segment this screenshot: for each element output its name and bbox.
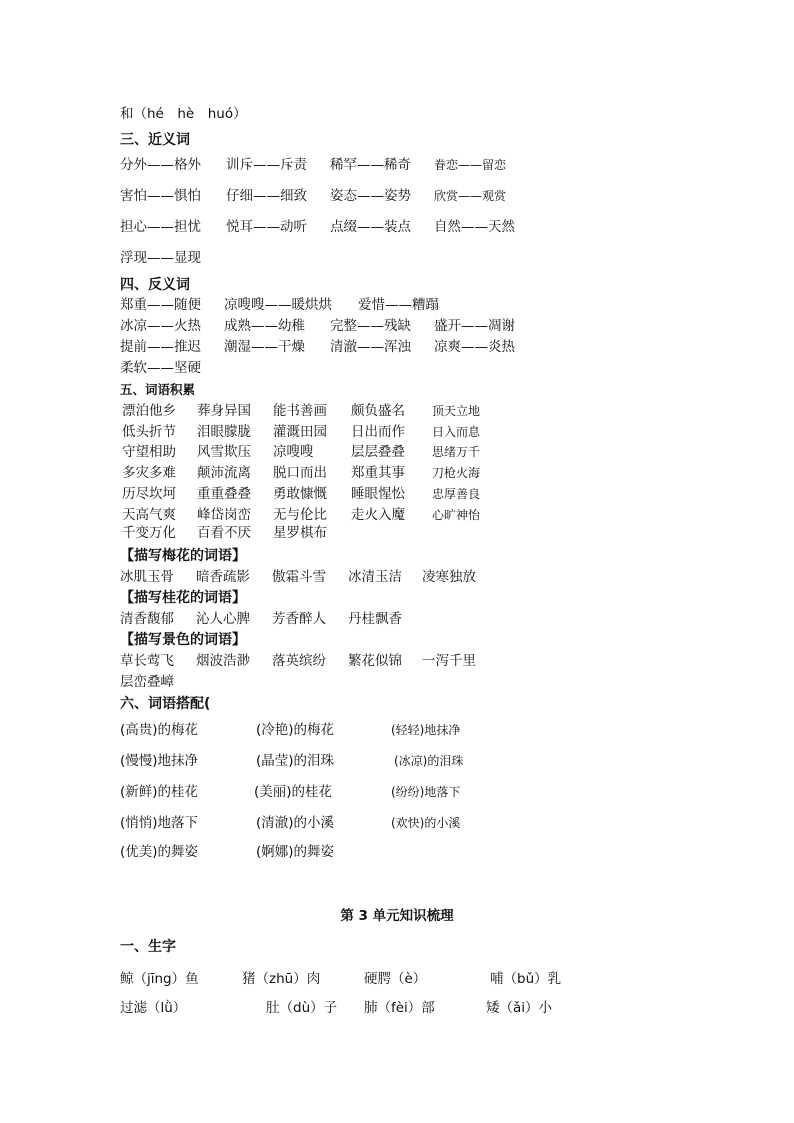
word-pair: 柔软——坚硬 <box>120 360 201 376</box>
word-pair: 姿态——姿势 <box>330 188 411 204</box>
idiom: 忠厚善良 <box>432 487 481 501</box>
collocation: (优美)的舞姿 <box>120 844 199 860</box>
character-pinyin: 矮（ǎi）小 <box>486 1000 553 1016</box>
idiom: 暗香疏影 <box>196 569 250 585</box>
unit3-heading: 一、生字 <box>120 939 176 955</box>
collocation: (欢快)的小溪 <box>391 816 461 830</box>
idiom: 思绪万千 <box>432 445 481 459</box>
idiom: 冰肌玉骨 <box>120 569 174 585</box>
word-pair: 凉爽——炎热 <box>434 339 515 355</box>
idiom: 一泻千里 <box>422 653 476 669</box>
collocation: (高贵)的梅花 <box>120 722 199 738</box>
idiom: 泪眼朦胧 <box>197 424 251 440</box>
collocation: (清澈)的小溪 <box>256 815 335 831</box>
idiom: 历尽坎坷 <box>122 486 176 502</box>
word-pair: 提前——推迟 <box>120 339 201 355</box>
idiom: 百看不厌 <box>197 525 251 541</box>
character-pinyin: 鲸（jīng）鱼 <box>120 971 199 987</box>
idiom: 灌溉田园 <box>273 424 327 440</box>
idiom: 走火入魔 <box>351 507 405 523</box>
collocation: (悄悄)地落下 <box>120 815 199 831</box>
idiom: 千变万化 <box>122 525 176 541</box>
idiom: 脱口而出 <box>273 465 327 481</box>
word-pair: 冰凉——火热 <box>120 318 201 334</box>
word-pair: 完整——残缺 <box>330 318 411 334</box>
idiom: 峰岱岗峦 <box>197 507 251 523</box>
idiom: 低头折节 <box>122 424 176 440</box>
word-pair: 爱惜——糟蹋 <box>358 297 439 313</box>
idiom: 葬身异国 <box>197 403 251 419</box>
character-pinyin: 肺（fèi）部 <box>364 1000 435 1016</box>
idiom: 天高气爽 <box>122 507 176 523</box>
word-pair: 潮湿——干燥 <box>224 339 305 355</box>
idiom: 颠沛流离 <box>197 465 251 481</box>
idiom: 日出而作 <box>351 424 405 440</box>
scenery-extra: 层峦叠嶂 <box>120 674 174 690</box>
plum-heading: 【描写梅花的词语】 <box>120 548 246 564</box>
idiom: 芳香醉人 <box>272 611 326 627</box>
unit3-title: 第 3 单元知识梳理 <box>340 908 454 924</box>
collocation: (美丽)的桂花 <box>254 784 333 800</box>
idiom: 刀枪火海 <box>432 466 481 480</box>
collocation: (冰凉)的泪珠 <box>394 754 464 768</box>
idiom: 凌寒独放 <box>422 569 476 585</box>
word-pair: 欣赏——观赏 <box>434 189 507 203</box>
idiom: 能书善画 <box>273 403 327 419</box>
idiom: 风雪欺压 <box>197 444 251 460</box>
collocation: (婀娜)的舞姿 <box>256 844 335 860</box>
osmanthus-heading: 【描写桂花的词语】 <box>120 590 246 606</box>
idiom: 沁人心脾 <box>196 611 250 627</box>
idiom: 日入而息 <box>432 425 481 439</box>
collocation: (冷艳)的梅花 <box>256 722 335 738</box>
idiom: 清香馥郁 <box>120 611 174 627</box>
idiom: 勇敢慷慨 <box>273 486 327 502</box>
word-pair: 眷恋——留恋 <box>434 158 507 172</box>
idiom: 漂泊他乡 <box>122 403 176 419</box>
word-pair: 自然——天然 <box>434 219 515 235</box>
idiom: 睡眼惺忪 <box>351 486 405 502</box>
accumulation-heading: 五、词语积累 <box>120 382 196 397</box>
collocation: (新鲜)的桂花 <box>120 784 199 800</box>
idiom: 冰清玉洁 <box>348 569 402 585</box>
word-pair: 点缀——装点 <box>330 219 411 235</box>
idiom: 落英缤纷 <box>272 653 326 669</box>
word-pair: 担心——担忧 <box>120 219 201 235</box>
idiom: 顶天立地 <box>432 404 481 418</box>
intro-pinyin-line: 和（hé hè huó） <box>120 106 247 122</box>
idiom: 守望相助 <box>122 444 176 460</box>
word-pair: 浮现——显现 <box>120 250 201 266</box>
word-pair: 稀罕——稀奇 <box>330 157 411 173</box>
character-pinyin: 哺（bǔ）乳 <box>490 971 562 987</box>
idiom: 心旷神怡 <box>432 508 481 522</box>
word-pair: 盛开——凋谢 <box>434 318 515 334</box>
character-pinyin: 猪（zhū）肉 <box>242 971 321 987</box>
idiom: 星罗棋布 <box>273 525 327 541</box>
idiom: 多灾多难 <box>122 465 176 481</box>
word-pair: 仔细——细致 <box>226 188 307 204</box>
idiom: 草长莺飞 <box>120 653 174 669</box>
word-pair: 悦耳——动听 <box>226 219 307 235</box>
character-pinyin: 硬腭（è） <box>364 971 427 987</box>
collocation: (纷纷)地落下 <box>391 785 461 799</box>
idiom: 繁花似锦 <box>348 653 402 669</box>
word-pair: 训斥——斥责 <box>226 157 307 173</box>
idiom: 傲霜斗雪 <box>272 569 326 585</box>
idiom: 丹桂飘香 <box>348 611 402 627</box>
idiom: 凉嗖嗖 <box>273 444 314 460</box>
antonyms-heading: 四、反义词 <box>120 277 190 293</box>
idiom: 郑重其事 <box>351 465 405 481</box>
word-pair: 成熟——幼稚 <box>224 318 305 334</box>
idiom: 重重叠叠 <box>197 486 251 502</box>
word-pair: 害怕——惧怕 <box>120 188 201 204</box>
collocation: (慢慢)地抹净 <box>120 753 199 769</box>
collocation-heading: 六、词语搭配( <box>120 696 211 712</box>
word-pair: 凉嗖嗖——暖烘烘 <box>224 297 332 313</box>
idiom: 颇负盛名 <box>351 403 405 419</box>
collocation: (轻轻)地抹净 <box>391 723 461 737</box>
collocation: (晶莹)的泪珠 <box>256 753 335 769</box>
character-pinyin: 肚（dù）子 <box>266 1000 338 1016</box>
character-pinyin: 过滤（lǜ） <box>120 1000 187 1016</box>
word-pair: 分外——格外 <box>120 157 201 173</box>
scenery-heading: 【描写景色的词语】 <box>120 632 246 648</box>
word-pair: 郑重——随便 <box>120 297 201 313</box>
idiom: 层层叠叠 <box>351 444 405 460</box>
idiom: 烟波浩渺 <box>196 653 250 669</box>
word-pair: 清澈——浑浊 <box>330 339 411 355</box>
synonyms-heading: 三、近义词 <box>120 132 190 148</box>
idiom: 无与伦比 <box>273 507 327 523</box>
